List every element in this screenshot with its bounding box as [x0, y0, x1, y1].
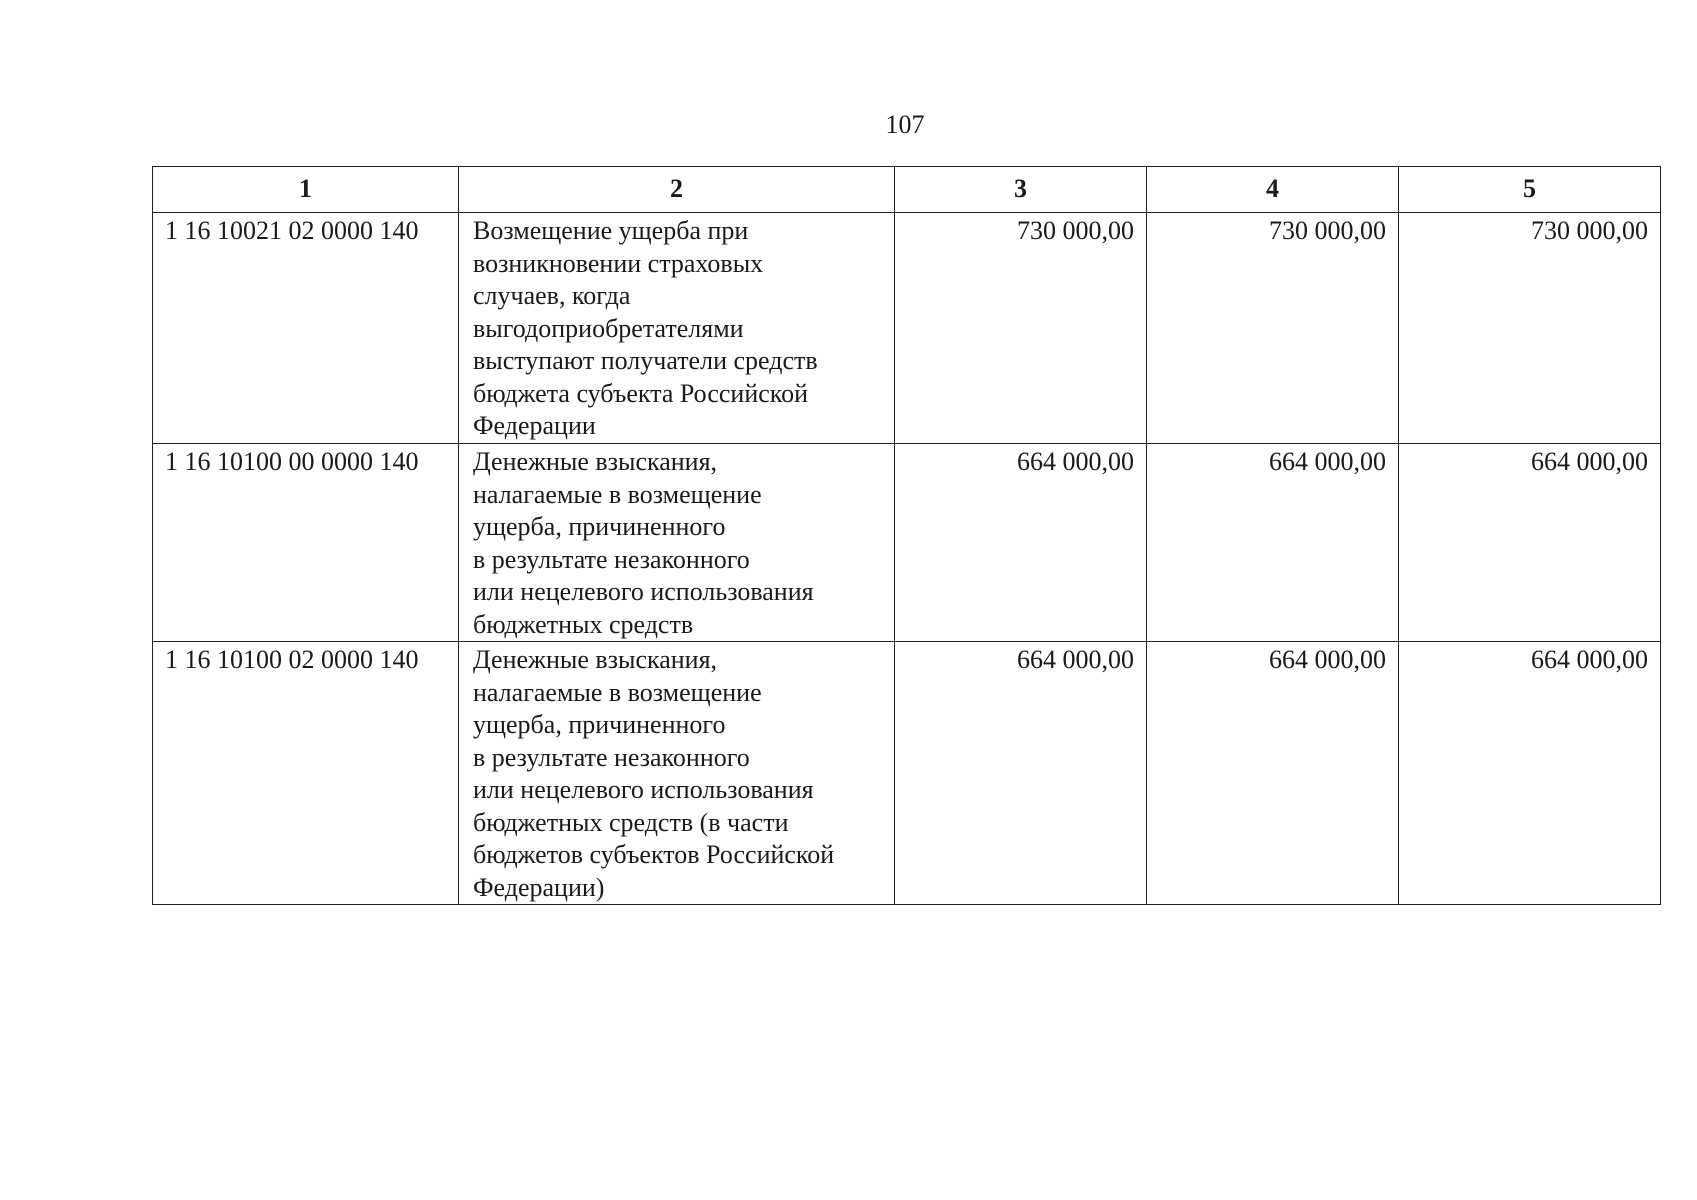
budget-revenue-table — [152, 166, 1661, 905]
table-row — [153, 642, 1661, 905]
revenue-code-cell: 1 16 10100 02 0000 140 — [153, 642, 459, 905]
description-line: случаев, когда — [473, 281, 631, 310]
table-row — [153, 213, 1661, 444]
revenue-description-cell — [459, 213, 895, 444]
revenue-description-cell — [459, 642, 895, 905]
table-header-row — [153, 167, 1661, 213]
column-header-2: 2 — [459, 167, 895, 213]
amount-col5-cell: 664 000,00 — [1399, 642, 1661, 905]
description-line: бюджетных средств — [473, 609, 694, 639]
revenue-code-cell: 1 16 10100 00 0000 140 — [153, 444, 459, 642]
amount-col4-cell: 664 000,00 — [1147, 642, 1399, 905]
description-line: в результате незаконного — [473, 544, 750, 574]
description-line: налагаемые в возмещение — [473, 479, 762, 509]
description-line: или нецелевого использования — [473, 577, 814, 606]
description-line: налагаемые в возмещение — [473, 677, 762, 707]
page-number: 107 — [885, 110, 925, 139]
description-line: бюджета субъекта Российской — [473, 378, 809, 408]
revenue-description-cell — [459, 444, 895, 642]
column-header-5: 5 — [1399, 167, 1661, 213]
description-line: возникновении страховых — [473, 248, 764, 278]
amount-col5-cell: 730 000,00 — [1399, 213, 1661, 444]
description-line: или нецелевого использования — [473, 775, 814, 804]
amount-col5-cell: 664 000,00 — [1399, 444, 1661, 642]
description-line: выгодоприобретателями — [473, 313, 744, 343]
amount-col3-cell: 664 000,00 — [895, 444, 1147, 642]
column-header-4: 4 — [1147, 167, 1399, 213]
description-line: Федерации) — [473, 872, 605, 902]
description-line: ущерба, причиненного — [473, 710, 726, 739]
description-line: Денежные взыскания, — [473, 645, 718, 674]
description-line: Денежные взыскания, — [473, 447, 718, 476]
description-line: в результате незаконного — [473, 742, 750, 772]
description-line: Федерации — [473, 411, 596, 440]
amount-col3-cell: 730 000,00 — [895, 213, 1147, 444]
amount-col4-cell: 664 000,00 — [1147, 444, 1399, 642]
revenue-code-cell: 1 16 10021 02 0000 140 — [153, 213, 459, 444]
amount-col4-cell: 730 000,00 — [1147, 213, 1399, 444]
column-header-1: 1 — [153, 167, 459, 213]
table-row — [153, 444, 1661, 642]
column-header-3: 3 — [895, 167, 1147, 213]
description-line: Возмещение ущерба при — [473, 216, 749, 245]
description-line: выступают получатели средств — [473, 346, 818, 375]
description-line: ущерба, причиненного — [473, 512, 726, 541]
description-line: бюджетов субъектов Российской — [473, 840, 835, 869]
description-line: бюджетных средств (в части — [473, 807, 789, 837]
amount-col3-cell: 664 000,00 — [895, 642, 1147, 905]
